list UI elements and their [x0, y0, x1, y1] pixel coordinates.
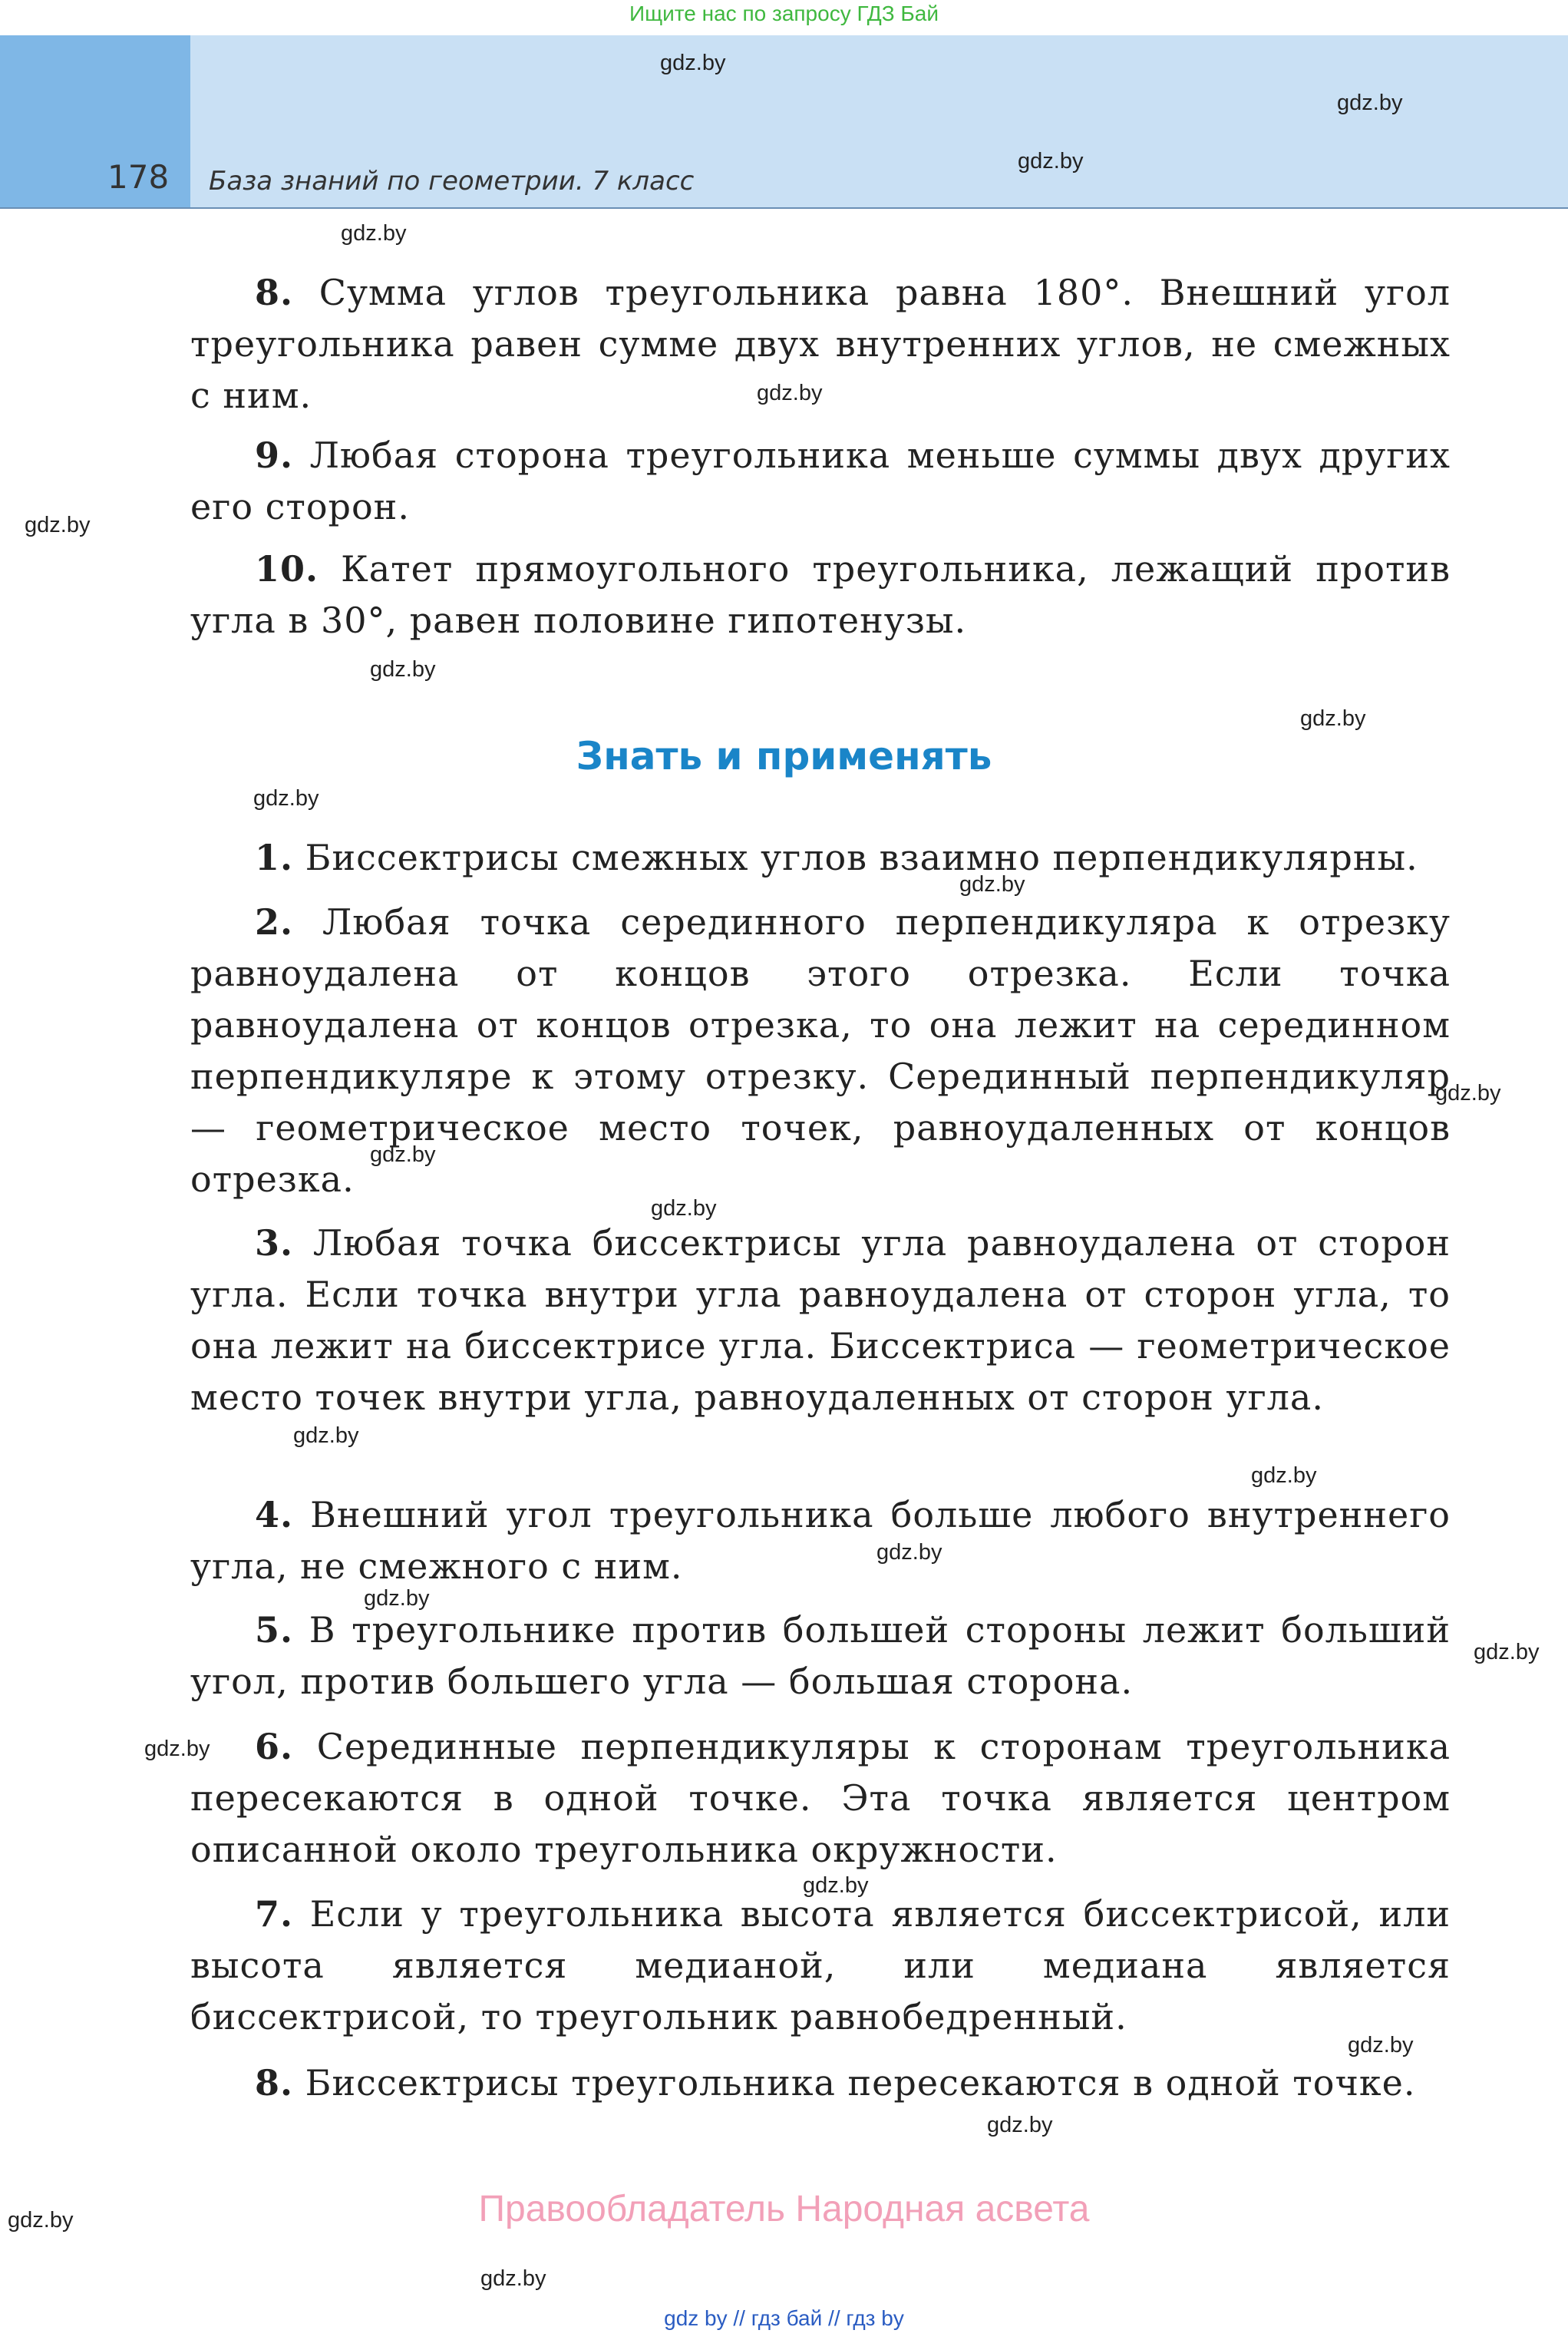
item-text: В треугольнике против большей стороны лежит больший угол, против большего угла — большая сторона.: [190, 1609, 1451, 1702]
item-text: Сумма углов треугольника равна 180°. Внешний угол треугольника равен сумме двух внутренних углов, не смежных с ним.: [190, 272, 1451, 416]
item-text: Внешний угол треугольника больше любого внутреннего угла, не смежного с ним.: [190, 1494, 1451, 1587]
item-text: Если у треугольника высота является биссектрисой, или высота является медианой, или медиана является биссектрисой, то треугольник равнобедренный.: [190, 1893, 1451, 2038]
watermark: gdz.by: [364, 1586, 430, 1611]
watermark: gdz.by: [651, 1196, 717, 1221]
page-number: 178: [107, 158, 170, 196]
watermark: gdz.by: [1018, 149, 1084, 174]
top-banner-link[interactable]: Ищите нас по запросу ГДЗ Бай: [629, 2, 939, 25]
watermark: gdz.by: [370, 657, 436, 682]
watermark: gdz.by: [370, 1142, 436, 1167]
item-number: 3.: [255, 1222, 294, 1264]
watermark: gdz.by: [253, 786, 319, 811]
theorem-9: [190, 430, 1451, 533]
item-number: 6.: [255, 1726, 294, 1767]
watermark: gdz.by: [660, 51, 726, 75]
item-number: 2.: [255, 901, 294, 943]
item-text: Серединные перпендикуляры к сторонам треугольника пересекаются в одной точке. Эта точка является центром описанной около треугольника окружности.: [190, 1726, 1451, 1870]
watermark: gdz.by: [25, 513, 91, 537]
watermark: gdz.by: [987, 2113, 1053, 2137]
watermark: gdz.by: [8, 2208, 74, 2233]
section-title: Знать и применять: [576, 734, 992, 778]
fact-5: [190, 1605, 1451, 1707]
watermark: gdz.by: [144, 1737, 210, 1761]
fact-6: [190, 1721, 1451, 1876]
watermark: gdz.by: [1300, 706, 1366, 731]
copyright-notice: Правообладатель Народная асвета: [478, 2189, 1090, 2229]
watermark: gdz.by: [1348, 2033, 1414, 2057]
watermark: gdz.by: [959, 872, 1025, 897]
watermark: gdz.by: [480, 2266, 546, 2291]
running-title: База знаний по геометрии. 7 класс: [209, 166, 695, 197]
item-text: Катет прямоугольного треугольника, лежащий против угла в 30°, равен половине гипотенузы.: [190, 548, 1451, 641]
watermark: gdz.by: [341, 221, 407, 246]
item-number: 8.: [255, 2062, 294, 2104]
fact-4: [190, 1489, 1451, 1592]
watermark: gdz.by: [876, 1540, 942, 1565]
item-number: 4.: [255, 1494, 294, 1535]
item-number: 10.: [255, 548, 319, 590]
item-text: Любая точка биссектрисы угла равноудалена от сторон угла. Если точка внутри угла равноудалена от сторон угла, то она лежит на биссектрисе угла. Биссектриса — геометрическое место точек внутри угла, равноудаленных от сторон угла.: [190, 1222, 1451, 1418]
fact-8: [190, 2057, 1451, 2109]
item-text: Любая точка серединного перпендикуляра к отрезку равноудалена от концов этого отрезка. Если точка равноудалена от концов отрезка, то она лежит на серединном перпендикуляре к этому отрезку. Серединный перпендикуляр — геометрическое место точек, равноудаленных от концов отрезка.: [190, 901, 1451, 1200]
item-number: 7.: [255, 1893, 294, 1935]
watermark: gdz.by: [1251, 1463, 1317, 1488]
item-number: 8.: [255, 272, 294, 313]
item-text: Биссектрисы смежных углов взаимно перпендикулярны.: [305, 837, 1418, 878]
item-number: 9.: [255, 435, 294, 476]
fact-3: [190, 1218, 1451, 1423]
item-number: 5.: [255, 1609, 294, 1651]
watermark: gdz.by: [1435, 1081, 1501, 1106]
item-number: 1.: [255, 837, 294, 878]
watermark: gdz.by: [1474, 1640, 1540, 1664]
watermark: gdz.by: [803, 1873, 869, 1898]
item-text: Биссектрисы треугольника пересекаются в одной точке.: [305, 2062, 1416, 2104]
bottom-links[interactable]: gdz by // гдз бай // гдз by: [664, 2306, 904, 2330]
watermark: gdz.by: [757, 381, 823, 405]
watermark: gdz.by: [293, 1423, 359, 1448]
theorem-10: [190, 544, 1451, 646]
fact-7: [190, 1889, 1451, 2043]
header-divider: [0, 207, 1568, 209]
item-text: Любая сторона треугольника меньше суммы двух других его сторон.: [190, 435, 1451, 527]
fact-1: [190, 832, 1451, 884]
watermark: gdz.by: [1337, 91, 1403, 115]
